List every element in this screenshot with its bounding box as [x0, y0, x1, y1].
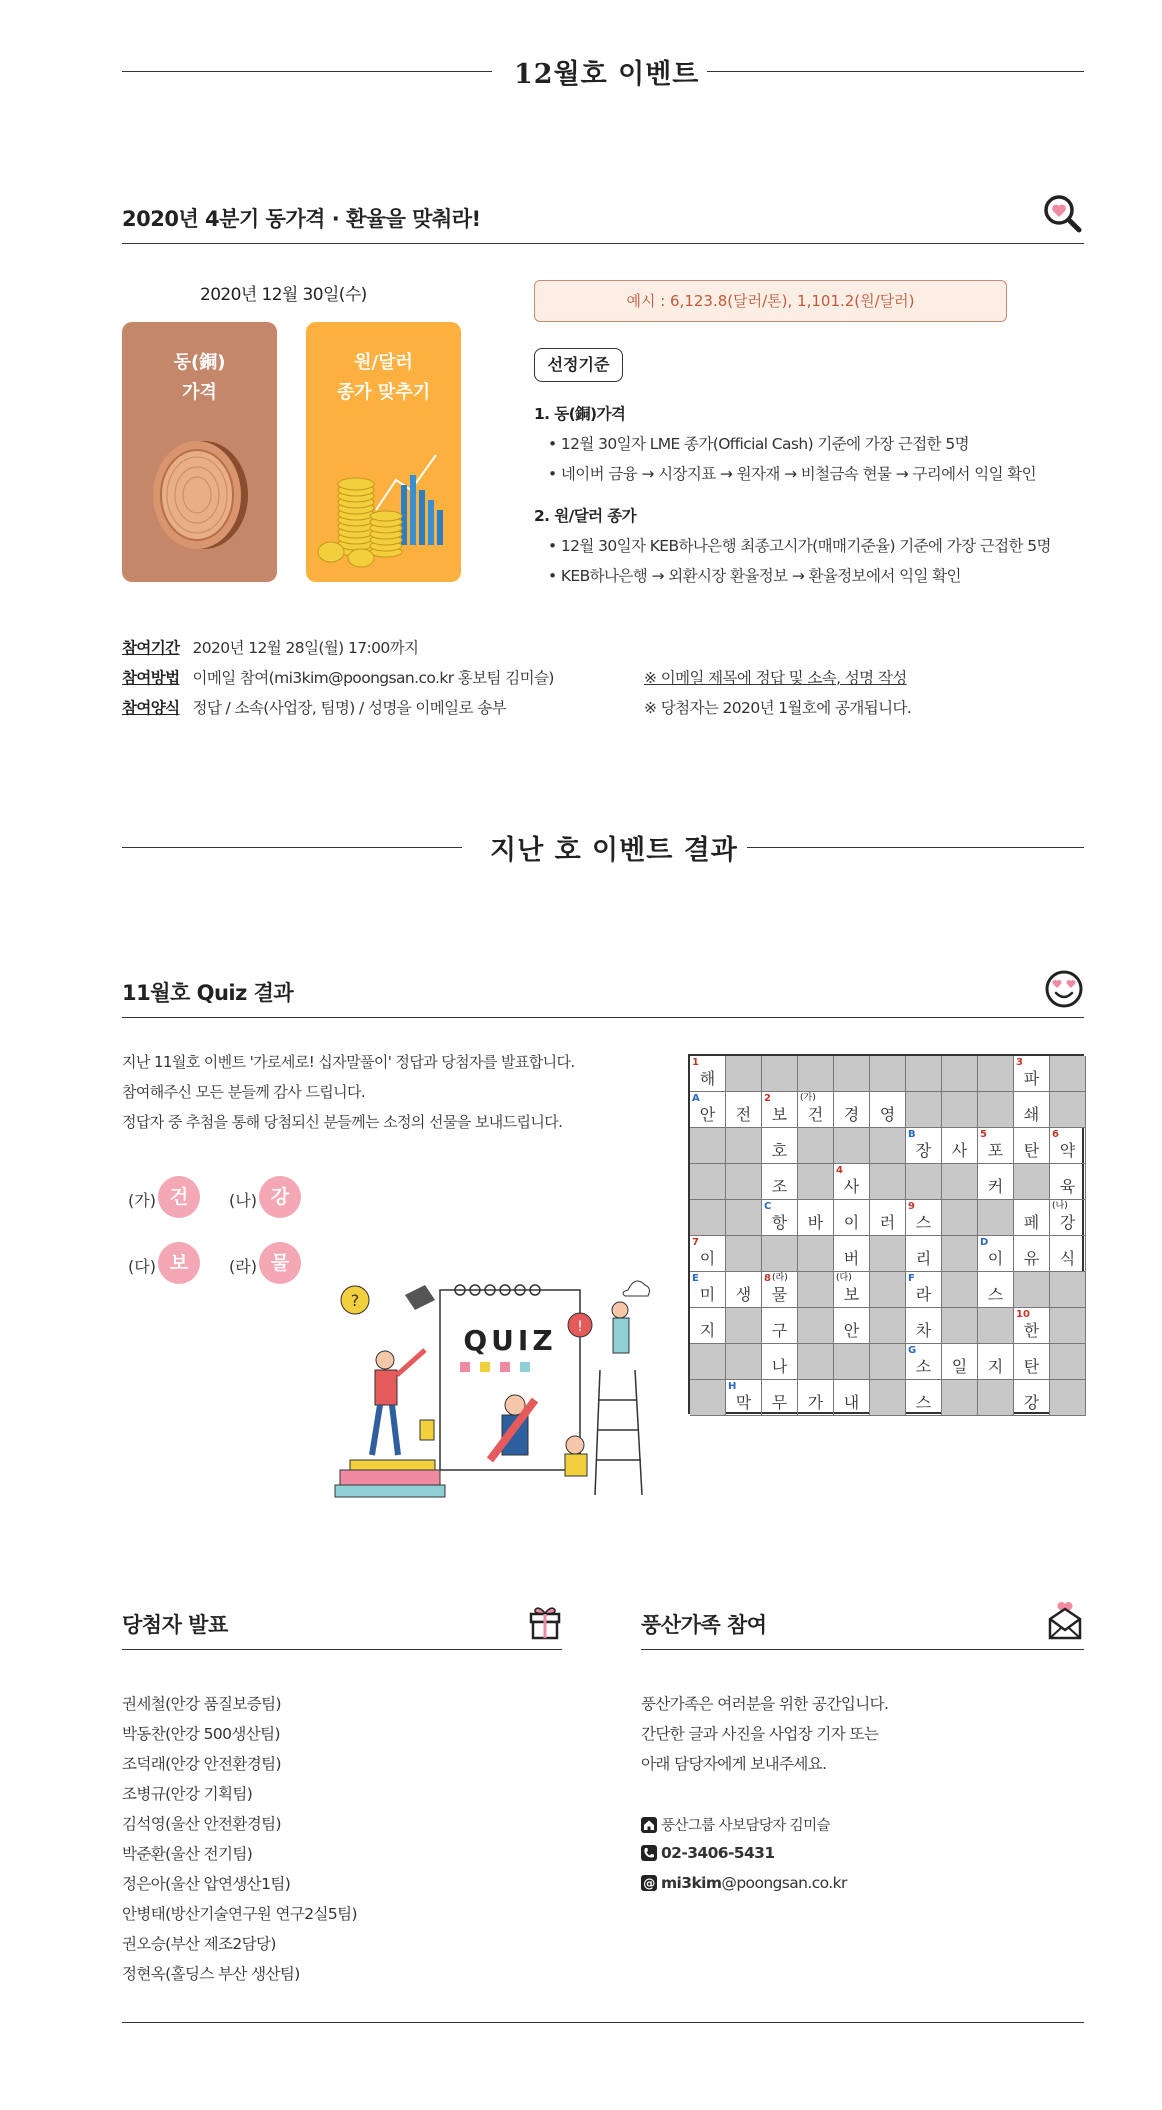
crossword-cell-blocked [1050, 1272, 1086, 1308]
crossword-cell [762, 1380, 798, 1416]
crossword-letter: 해 [699, 1069, 716, 1088]
winner-item: 정은아(울산 압연생산1팀) [122, 1875, 291, 1893]
crossword-answer-tag: (다) [836, 1273, 852, 1283]
crossword-cell [762, 1092, 798, 1128]
crossword-cell [690, 1236, 726, 1272]
contact-name: 풍산그룹 사보담당자 김미슬 [661, 1818, 830, 1834]
event-header [122, 200, 1084, 244]
quiz-illustration [330, 1270, 650, 1500]
form-row [122, 696, 506, 718]
family-title: 풍산가족 참여 [641, 1613, 767, 1637]
method-label: 참여방법 [122, 669, 180, 687]
crossword-answer-tag: (가) [800, 1093, 816, 1103]
crossword-cell-blocked [798, 1164, 834, 1200]
copper-price-card [122, 322, 277, 582]
crossword-letter: 미 [699, 1285, 716, 1304]
winner-item: 권세철(안강 품질보증팀) [122, 1695, 281, 1713]
answer-ra: 물 [259, 1242, 301, 1284]
family-text-2: 간단한 글과 사진을 사업장 기자 또는 [641, 1725, 879, 1743]
crossword-clue-number: 3 [1016, 1057, 1023, 1068]
answer-label-na: (나) [229, 1191, 257, 1210]
crossword-cell-blocked [942, 1164, 978, 1200]
crossword-clue-number: G [908, 1345, 917, 1356]
quiz-title: 11월호 Quiz 결과 [122, 981, 294, 1005]
crossword-cell [942, 1128, 978, 1164]
crossword-letter: 버 [843, 1249, 860, 1268]
crossword-cell [726, 1380, 762, 1416]
crossword-cell [798, 1380, 834, 1416]
crossword-cell [762, 1344, 798, 1380]
crossword-letter: 가 [807, 1393, 824, 1412]
crossword-clue-number: D [980, 1237, 989, 1248]
crossword-letter: 바 [807, 1213, 824, 1232]
crossword-cell-blocked [690, 1344, 726, 1380]
email-user[interactable]: mi3kim [661, 1874, 722, 1892]
crossword-letter: 안 [699, 1105, 716, 1124]
gift-icon [528, 1605, 562, 1645]
winner-item: 조덕래(안강 안전환경팀) [122, 1755, 281, 1773]
crossword-letter: 장 [915, 1141, 932, 1160]
note-email-title: ※ 이메일 제목에 정답 및 소속, 성명 작성 [644, 669, 907, 687]
crossword-cell-blocked [834, 1128, 870, 1164]
crossword-letter: 구 [771, 1321, 788, 1340]
section-title: 12월호 이벤트 [514, 59, 700, 90]
crossword-letter: 차 [915, 1321, 932, 1340]
crossword-clue-number: 4 [836, 1165, 843, 1176]
crossword-cell [762, 1128, 798, 1164]
crossword-letter: 사 [951, 1141, 968, 1160]
phone-number: 02-3406-5431 [661, 1844, 775, 1862]
crossword-letter: 생 [735, 1285, 752, 1304]
crossword-cell [834, 1308, 870, 1344]
crossword-letter: 스 [915, 1213, 932, 1232]
crossword-clue-number: 8 [764, 1273, 771, 1284]
crossword-letter: 보 [843, 1285, 860, 1304]
crossword-cell-blocked [978, 1056, 1014, 1092]
crossword-letter: 건 [807, 1105, 824, 1124]
crossword-clue-number: H [728, 1381, 737, 1392]
section-header-last-result [122, 828, 1084, 868]
contact-name-row [641, 1814, 830, 1837]
crossword-clue-number: 2 [764, 1093, 771, 1104]
crossword-cell [762, 1272, 798, 1308]
phone-row [641, 1844, 775, 1865]
crossword-cell [798, 1200, 834, 1236]
crossword-cell [690, 1056, 726, 1092]
answer-label-da: (다) [128, 1257, 156, 1276]
answer-label-ra: (라) [229, 1257, 257, 1276]
crossword-letter: 약 [1059, 1141, 1076, 1160]
crossword-letter: 소 [915, 1357, 932, 1376]
crossword-cell [978, 1236, 1014, 1272]
crossword-cell [834, 1380, 870, 1416]
crossword-cell [726, 1092, 762, 1128]
crossword-letter: 육 [1059, 1177, 1076, 1196]
crossword-cell [834, 1164, 870, 1200]
crossword-cell [978, 1128, 1014, 1164]
crossword-cell-blocked [690, 1380, 726, 1416]
crossword-cell-blocked [726, 1200, 762, 1236]
crossword-cell-blocked [978, 1308, 1014, 1344]
crossword-cell-blocked [798, 1236, 834, 1272]
criteria-2-heading: 2. 원/달러 종가 [534, 507, 636, 525]
search-heart-icon [1042, 193, 1084, 239]
crossword-clue-number: 5 [980, 1129, 987, 1140]
crossword-cell-blocked [870, 1272, 906, 1308]
crossword-cell-blocked [870, 1344, 906, 1380]
crossword-letter: 커 [987, 1177, 1004, 1196]
crossword-cell [1014, 1128, 1050, 1164]
copper-coin-icon [149, 439, 249, 555]
crossword-cell [1014, 1092, 1050, 1128]
crossword-cell-blocked [1014, 1164, 1050, 1200]
crossword-cell-blocked [690, 1128, 726, 1164]
crossword-cell-blocked [978, 1380, 1014, 1416]
crossword-cell-blocked [1014, 1272, 1050, 1308]
crossword-grid [688, 1054, 1084, 1414]
crossword-cell [1014, 1344, 1050, 1380]
crossword-letter: 사 [843, 1177, 860, 1196]
criteria-2-item-1: • 12월 30일자 KEB하나은행 최종고시가(매매기준율) 기준에 가장 근접한 5명 [548, 537, 1051, 555]
crossword-letter: 포 [987, 1141, 1004, 1160]
crossword-cell-blocked [762, 1236, 798, 1272]
crossword-clue-number: B [908, 1129, 916, 1140]
crossword-letter: 전 [735, 1105, 752, 1124]
method-value: 이메일 참여(mi3kim@poongsan.co.kr 홍보팀 김미슬) [192, 669, 554, 687]
crossword-cell-blocked [906, 1056, 942, 1092]
answer-na: 강 [259, 1176, 301, 1218]
crossword-cell-blocked [1050, 1344, 1086, 1380]
crossword-cell-blocked [798, 1056, 834, 1092]
crossword-cell-blocked [1050, 1056, 1086, 1092]
crossword-letter: 탄 [1023, 1141, 1040, 1160]
crossword-cell-blocked [870, 1308, 906, 1344]
winners-title: 당첨자 발표 [122, 1613, 228, 1637]
crossword-cell-blocked [762, 1056, 798, 1092]
crossword-letter: 스 [987, 1285, 1004, 1304]
crossword-cell [1050, 1200, 1086, 1236]
winner-item: 김석영(울산 안전환경팀) [122, 1815, 281, 1833]
crossword-cell [978, 1272, 1014, 1308]
winner-item: 권오승(부산 제조2담당) [122, 1935, 276, 1953]
coins-chart-icon [316, 440, 456, 574]
bottom-divider [122, 2022, 1084, 2023]
section-title: 지난 호 이벤트 결과 [490, 835, 738, 866]
crossword-cell [834, 1092, 870, 1128]
period-label: 참여기간 [122, 639, 180, 657]
crossword-answer-tag: (라) [772, 1273, 788, 1283]
crossword-cell [1050, 1164, 1086, 1200]
crossword-cell [1050, 1128, 1086, 1164]
crossword-letter: 영 [879, 1105, 896, 1124]
crossword-cell-blocked [834, 1056, 870, 1092]
answer-label-ga: (가) [128, 1191, 156, 1210]
quiz-header [122, 974, 1084, 1018]
crossword-cell-blocked [942, 1056, 978, 1092]
answer-ga: 건 [158, 1176, 200, 1218]
crossword-cell [690, 1092, 726, 1128]
crossword-cell-blocked [942, 1092, 978, 1128]
crossword-letter: 조 [771, 1177, 788, 1196]
crossword-clue-number: C [764, 1201, 772, 1212]
crossword-cell [690, 1308, 726, 1344]
love-letter-icon [1046, 1601, 1084, 1645]
crossword-cell [834, 1236, 870, 1272]
crossword-cell [906, 1128, 942, 1164]
crossword-cell-blocked [978, 1092, 1014, 1128]
crossword-cell [978, 1344, 1014, 1380]
crossword-cell-blocked [870, 1056, 906, 1092]
winner-item: 정현옥(홀딩스 부산 생산팀) [122, 1965, 300, 1983]
criteria-badge: 선정기준 [534, 348, 623, 382]
crossword-cell-blocked [798, 1128, 834, 1164]
crossword-cell [798, 1092, 834, 1128]
crossword-cell [762, 1308, 798, 1344]
divider-left [122, 71, 492, 72]
crossword-cell-blocked [942, 1200, 978, 1236]
crossword-answer-tag: (나) [1052, 1201, 1068, 1211]
email-row [641, 1874, 847, 1895]
crossword-letter: 이 [843, 1213, 860, 1232]
criteria-2-item-2: • KEB하나은행 → 외환시장 환율정보 → 환율정보에서 익일 확인 [548, 567, 961, 585]
email-domain[interactable]: @poongsan.co.kr [721, 1874, 847, 1892]
crossword-letter: 이 [699, 1249, 716, 1268]
crossword-cell-blocked [690, 1200, 726, 1236]
crossword-clue-number: A [692, 1093, 700, 1104]
copper-card-line1: 동(銅) [173, 352, 226, 373]
crossword-clue-number: 6 [1052, 1129, 1059, 1140]
crossword-cell [906, 1308, 942, 1344]
crossword-clue-number: F [908, 1273, 915, 1284]
crossword-cell [906, 1344, 942, 1380]
crossword-cell [1014, 1380, 1050, 1416]
crossword-letter: 한 [1023, 1321, 1040, 1340]
crossword-cell [834, 1200, 870, 1236]
crossword-letter: 탄 [1023, 1357, 1040, 1376]
crossword-cell-blocked [798, 1344, 834, 1380]
form-label: 참여양식 [122, 699, 180, 717]
crossword-cell [1050, 1236, 1086, 1272]
crossword-letter: 강 [1023, 1393, 1040, 1412]
quiz-intro-3: 정답자 중 추첨을 통해 당첨되신 분들께는 소정의 선물을 보내드립니다. [122, 1113, 563, 1131]
crossword-cell-blocked [726, 1308, 762, 1344]
crossword-cell [834, 1272, 870, 1308]
crossword-cell-blocked [798, 1308, 834, 1344]
crossword-cell-blocked [726, 1344, 762, 1380]
period-row [122, 636, 418, 658]
section-header-december [122, 52, 1084, 92]
example-box: 예시 : 6,123.8(달러/톤), 1,101.2(원/달러) [534, 280, 1007, 322]
won-card-line2: 종가 맞추기 [336, 382, 431, 403]
divider-right [747, 847, 1084, 848]
family-text-3: 아래 담당자에게 보내주세요. [641, 1755, 827, 1773]
crossword-clue-number: 1 [692, 1057, 699, 1068]
crossword-letter: 페 [1023, 1213, 1040, 1232]
crossword-letter: 식 [1059, 1249, 1076, 1268]
period-value: 2020년 12월 28일(월) 17:00까지 [192, 639, 419, 657]
method-row [122, 666, 554, 688]
crossword-letter: 막 [735, 1393, 752, 1412]
crossword-letter: 보 [771, 1105, 788, 1124]
crossword-cell-blocked [906, 1092, 942, 1128]
crossword-cell-blocked [726, 1236, 762, 1272]
crossword-letter: 무 [771, 1393, 788, 1412]
crossword-cell-blocked [726, 1128, 762, 1164]
crossword-clue-number: 10 [1016, 1309, 1030, 1320]
crossword-letter: 안 [843, 1321, 860, 1340]
crossword-letter: 물 [771, 1285, 788, 1304]
home-icon [641, 1817, 657, 1837]
crossword-cell-blocked [798, 1272, 834, 1308]
crossword-cell [906, 1272, 942, 1308]
won-dollar-card [306, 322, 461, 582]
divider-right [707, 71, 1084, 72]
crossword-cell-blocked [942, 1380, 978, 1416]
crossword-cell [762, 1200, 798, 1236]
crossword-cell [906, 1380, 942, 1416]
crossword-cell [906, 1236, 942, 1272]
crossword-letter: 라 [915, 1285, 932, 1304]
crossword-cell-blocked [1050, 1092, 1086, 1128]
winner-item: 조병규(안강 기획팀) [122, 1785, 253, 1803]
svg-text:!: ! [577, 1319, 583, 1335]
crossword-letter: 이 [987, 1249, 1004, 1268]
event-date: 2020년 12월 30일(수) [200, 285, 367, 305]
crossword-clue-number: 7 [692, 1237, 699, 1248]
note-announce: ※ 당첨자는 2020년 1월호에 공개됩니다. [644, 699, 912, 717]
crossword-cell-blocked [690, 1164, 726, 1200]
criteria-1-heading: 1. 동(銅)가격 [534, 405, 626, 423]
family-header [641, 1606, 1084, 1650]
crossword-letter: 쇄 [1023, 1105, 1040, 1124]
crossword-cell-blocked [834, 1344, 870, 1380]
crossword-cell [870, 1200, 906, 1236]
heart-eyes-smiley-icon [1044, 969, 1084, 1013]
winner-item: 박동찬(안강 500생산팀) [122, 1725, 280, 1743]
quiz-word: QUIZ [463, 1324, 557, 1357]
crossword-clue-number: 9 [908, 1201, 915, 1212]
email-icon [641, 1875, 657, 1895]
crossword-letter: 일 [951, 1357, 968, 1376]
crossword-letter: 러 [879, 1213, 896, 1232]
crossword-cell [1014, 1236, 1050, 1272]
crossword-cell-blocked [870, 1380, 906, 1416]
crossword-cell-blocked [870, 1164, 906, 1200]
crossword-letter: 리 [915, 1249, 932, 1268]
crossword-cell [870, 1092, 906, 1128]
crossword-cell [762, 1164, 798, 1200]
crossword-cell-blocked [906, 1164, 942, 1200]
crossword-cell-blocked [870, 1236, 906, 1272]
won-card-line1: 원/달러 [354, 352, 413, 373]
crossword-cell [690, 1272, 726, 1308]
crossword-letter: 경 [843, 1105, 860, 1124]
family-text-1: 풍산가족은 여러분을 위한 공간입니다. [641, 1695, 889, 1713]
criteria-1-item-1: • 12월 30일자 LME 종가(Official Cash) 기준에 가장 근접한 5명 [548, 435, 969, 453]
crossword-letter: 나 [771, 1357, 788, 1376]
crossword-letter: 유 [1023, 1249, 1040, 1268]
crossword-cell-blocked [942, 1308, 978, 1344]
phone-icon [641, 1845, 657, 1865]
crossword-cell-blocked [726, 1164, 762, 1200]
event-title: 2020년 4분기 동가격 · 환율을 맞춰라! [122, 207, 481, 231]
crossword-letter: 지 [699, 1321, 716, 1340]
crossword-cell [978, 1164, 1014, 1200]
crossword-cell [1014, 1200, 1050, 1236]
crossword-cell-blocked [1050, 1308, 1086, 1344]
crossword-cell-blocked [1050, 1380, 1086, 1416]
winners-header [122, 1606, 562, 1650]
crossword-letter: 지 [987, 1357, 1004, 1376]
crossword-cell-blocked [978, 1200, 1014, 1236]
crossword-cell-blocked [942, 1272, 978, 1308]
crossword-cell-blocked [726, 1056, 762, 1092]
crossword-letter: 강 [1059, 1213, 1076, 1232]
crossword-cell-blocked [870, 1128, 906, 1164]
winner-item: 박준환(울산 전기팀) [122, 1845, 253, 1863]
criteria-1-item-2: • 네이버 금융 → 시장지표 → 원자재 → 비철금속 현물 → 구리에서 익일 확인 [548, 465, 1037, 483]
copper-card-line2: 가격 [182, 382, 217, 403]
crossword-letter: 내 [843, 1393, 860, 1412]
crossword-clue-number: E [692, 1273, 699, 1284]
quiz-intro-2: 참여해주신 모든 분들께 감사 드립니다. [122, 1083, 366, 1101]
svg-text:@: @ [643, 1876, 655, 1891]
crossword-cell [726, 1272, 762, 1308]
form-value: 정답 / 소속(사업장, 팀명) / 성명을 이메일로 송부 [192, 699, 506, 717]
crossword-letter: 파 [1023, 1069, 1040, 1088]
winner-item: 안병태(방산기술연구원 연구2실5팀) [122, 1905, 357, 1923]
crossword-letter: 호 [771, 1141, 788, 1160]
divider-left [122, 847, 462, 848]
svg-text:?: ? [350, 1291, 360, 1310]
crossword-cell [906, 1200, 942, 1236]
crossword-cell [942, 1344, 978, 1380]
quiz-intro-1: 지난 11월호 이벤트 '가로세로! 십자말풀이' 정답과 당첨자를 발표합니다. [122, 1053, 575, 1071]
crossword-cell [1014, 1056, 1050, 1092]
answer-da: 보 [158, 1242, 200, 1284]
crossword-letter: 스 [915, 1393, 932, 1412]
crossword-cell [1014, 1308, 1050, 1344]
crossword-cell-blocked [942, 1236, 978, 1272]
crossword-letter: 항 [771, 1213, 788, 1232]
